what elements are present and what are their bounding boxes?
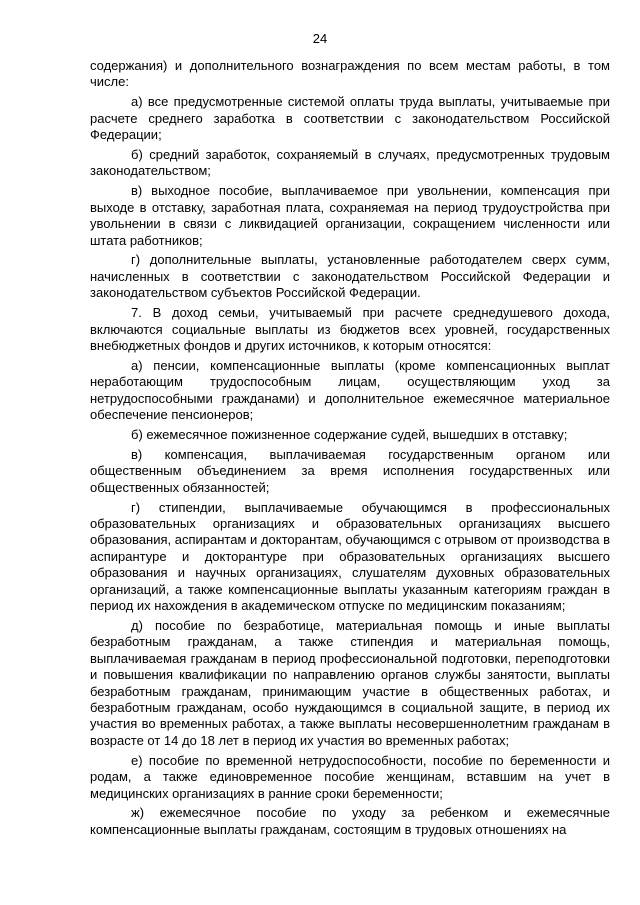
paragraph-clause-7-item-d: д) пособие по безработице, материальная помощь и иные выплаты безработным гражданам, а также стипендия и материальная помощь, выплачиваемая гражданам в период профессиональной подготовки, переподготовки и повышения квалификации по направлению органов службы занятости, выплаты безработным гражданам, принимающим участие в общественных работах, и безработным гражданам, особо нуждающимся в социальной защите, в период их участия во временных работах, а также выплаты несовершеннолетним гражданам в возрасте от 14 до 18 лет в период их участия во временных работах; [90, 618, 610, 748]
paragraph-item-g: г) дополнительные выплаты, установленные работодателем сверх сумм, начисленных в соответствии с законодательством Российской Федерации и законодательством субъектов Российской Федерации. [90, 252, 610, 301]
paragraph-clause-7-item-a: а) пенсии, компенсационные выплаты (кроме компенсационных выплат неработающим трудоспособным лицам, осуществляющим уход за нетрудоспособными гражданами) и дополнительное ежемесячное материальное обеспечение пенсионеров; [90, 357, 610, 423]
document-body [90, 58, 610, 842]
paragraph-clause-7-item-e: е) пособие по временной нетрудоспособности, пособие по беременности и родам, а также единовременное пособие женщинам, вставшим на учет в медицинских организациях в ранние сроки беременности; [90, 752, 610, 801]
paragraph-clause-7: 7. В доход семьи, учитываемый при расчете среднедушевого дохода, включаются социальные выплаты из бюджетов всех уровней, государственных внебюджетных фондов и других источников, к которым относятся: [90, 305, 610, 353]
paragraph-item-b: б) средний заработок, сохраняемый в случаях, предусмотренных трудовым законодательством; [90, 147, 610, 179]
paragraph-clause-7-item-b: б) ежемесячное пожизненное содержание судей, вышедших в отставку; [131, 427, 568, 443]
paragraph-item-a: а) все предусмотренные системой оплаты труда выплаты, учитываемые при расчете среднего заработка в соответствии с законодательством Российской Федерации; [90, 94, 610, 143]
page-number: 24 [312, 31, 328, 46]
paragraph-clause-7-item-v: в) компенсация, выплачиваемая государственным органом или общественным объединением за время исполнения государственных или общественных обязанностей; [90, 446, 610, 495]
paragraph-intro-continuation: содержания) и дополнительного вознаграждения по всем местам работы, в том числе: [90, 58, 610, 90]
paragraph-clause-7-item-zh: ж) ежемесячное пособие по уходу за ребенком и ежемесячные компенсационные выплаты гражданам, состоящим в трудовых отношениях на [90, 805, 610, 837]
paragraph-item-v: в) выходное пособие, выплачиваемое при увольнении, компенсация при выходе в отставку, заработная плата, сохраняемая на период трудоустройства при увольнении в связи с ликвидацией организации, сокращением численности или штата работников; [90, 183, 610, 248]
paragraph-clause-7-item-g: г) стипендии, выплачиваемые обучающимся в профессиональных образовательных организациях и образовательных организациях высшего образования, аспирантам и докторантам, обучающимся с отрывом от производства в аспирантуре и докторантуре при образовательных организациях высшего образования и научных организациях, слушателям духовных образовательных организаций, а также компенсационные выплаты указанным категориям граждан в период их нахождения в академическом отпуске по медицинским показаниям; [90, 499, 610, 614]
